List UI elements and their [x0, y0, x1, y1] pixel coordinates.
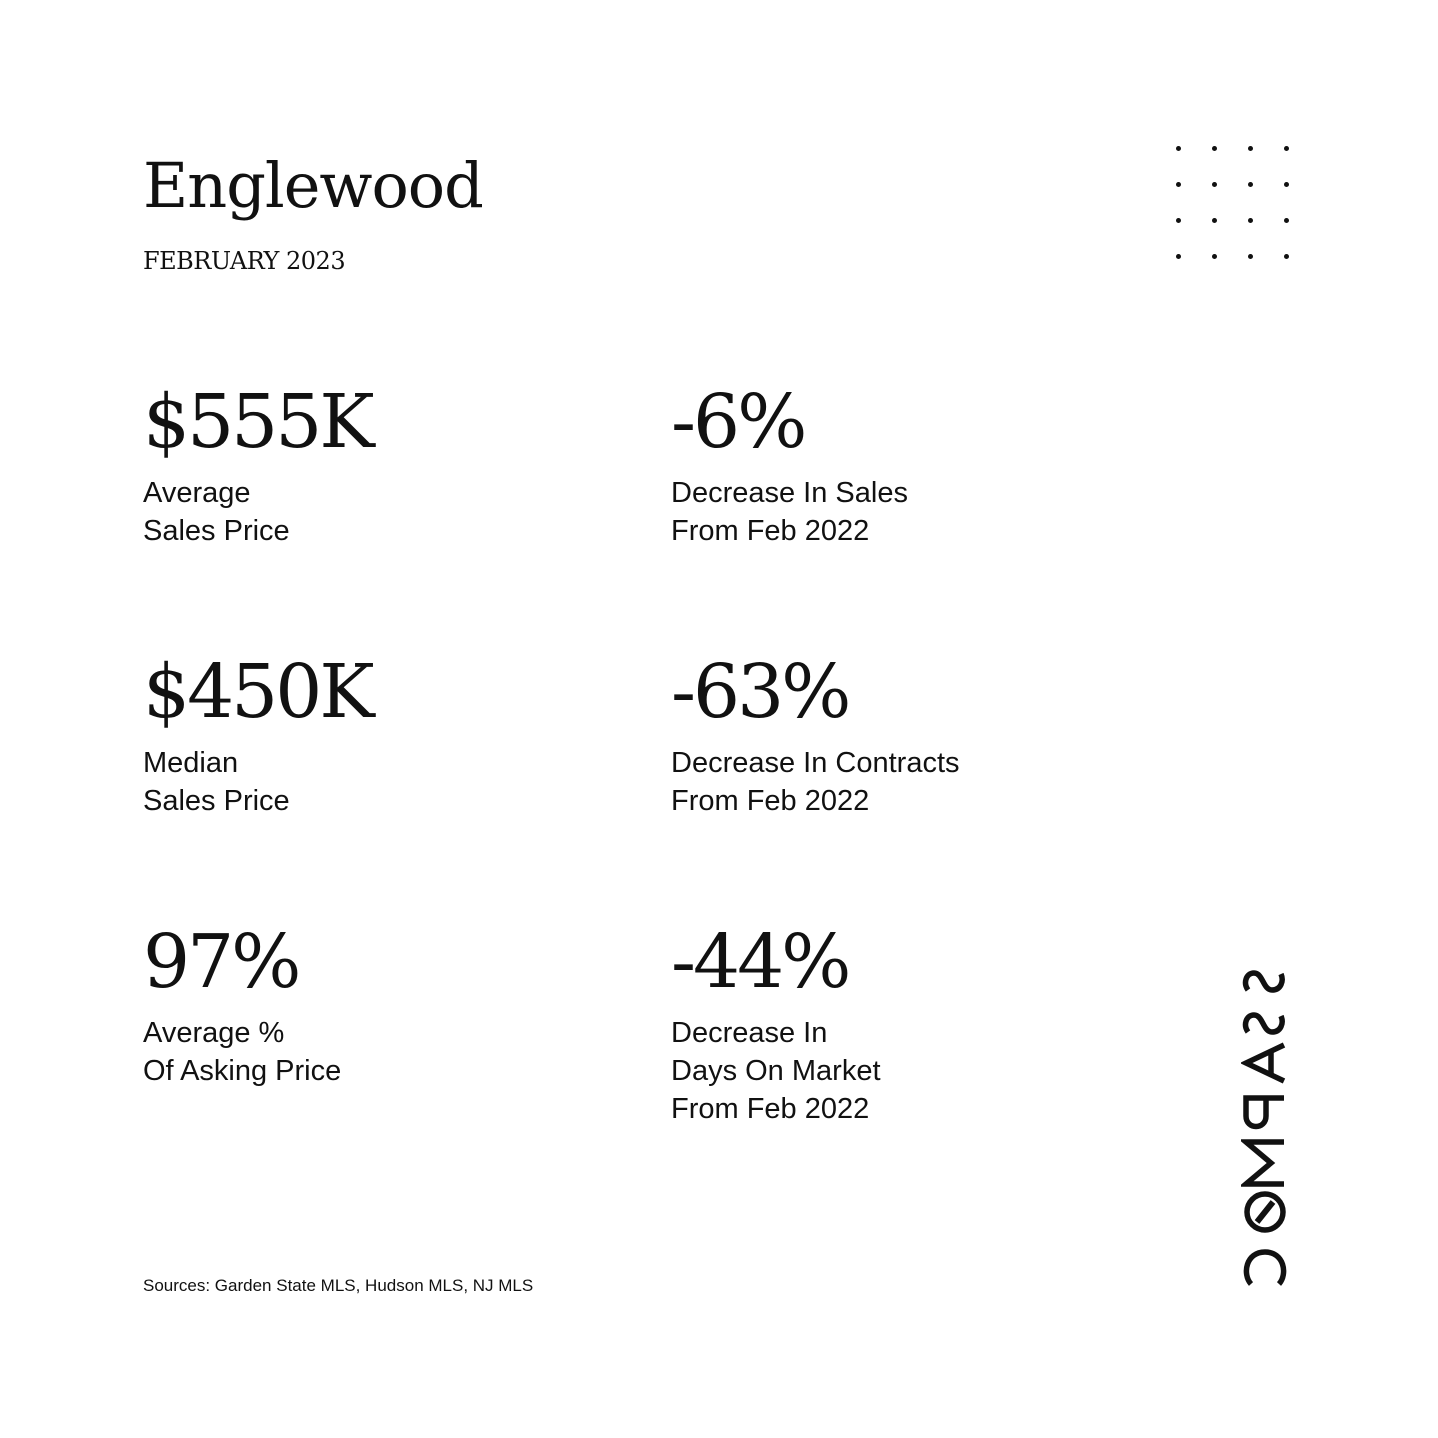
- stat-value: $450K: [143, 649, 372, 735]
- stat-label: Decrease In Contracts From Feb 2022: [671, 747, 960, 817]
- sources-note: Sources: Garden State MLS, Hudson MLS, NJ MLS: [143, 1276, 534, 1295]
- stat-label: Average Sales Price: [143, 477, 290, 547]
- dot: [1176, 146, 1181, 151]
- stat-value: -6%: [671, 379, 805, 465]
- dot: [1212, 146, 1217, 151]
- stat-asking-price-percent: [143, 918, 623, 1090]
- stat-label: Decrease In Sales From Feb 2022: [671, 477, 908, 547]
- stat-value: -44%: [671, 919, 849, 1005]
- dot: [1176, 254, 1181, 259]
- dot: [1248, 182, 1253, 187]
- dot: [1284, 218, 1289, 223]
- dot: [1284, 146, 1289, 151]
- stat-average-sales-price: [143, 378, 623, 550]
- stat-label: Decrease In Days On Market From Feb 2022: [671, 1017, 881, 1125]
- stat-label: Median Sales Price: [143, 747, 290, 817]
- dot: [1176, 182, 1181, 187]
- dot: [1176, 218, 1181, 223]
- stat-value: -63%: [671, 649, 849, 735]
- dot: [1248, 146, 1253, 151]
- dot: [1284, 182, 1289, 187]
- report-date: FEBRUARY 2023: [143, 247, 346, 275]
- stat-value: $555K: [143, 379, 372, 465]
- stat-value: 97%: [143, 919, 299, 1005]
- stat-days-on-market-change: [671, 918, 1151, 1128]
- stat-median-sales-price: [143, 648, 623, 820]
- dot: [1212, 254, 1217, 259]
- dot: [1212, 182, 1217, 187]
- dot: [1284, 254, 1289, 259]
- dot-grid-icon: [1176, 146, 1296, 266]
- dot: [1212, 218, 1217, 223]
- stat-sales-change: [671, 378, 1151, 550]
- stat-contracts-change: [671, 648, 1151, 820]
- stat-label: Average % Of Asking Price: [143, 1017, 342, 1087]
- dot: [1248, 254, 1253, 259]
- compass-logo: [1241, 956, 1289, 1292]
- dot: [1248, 218, 1253, 223]
- page-title: Englewood: [143, 149, 483, 222]
